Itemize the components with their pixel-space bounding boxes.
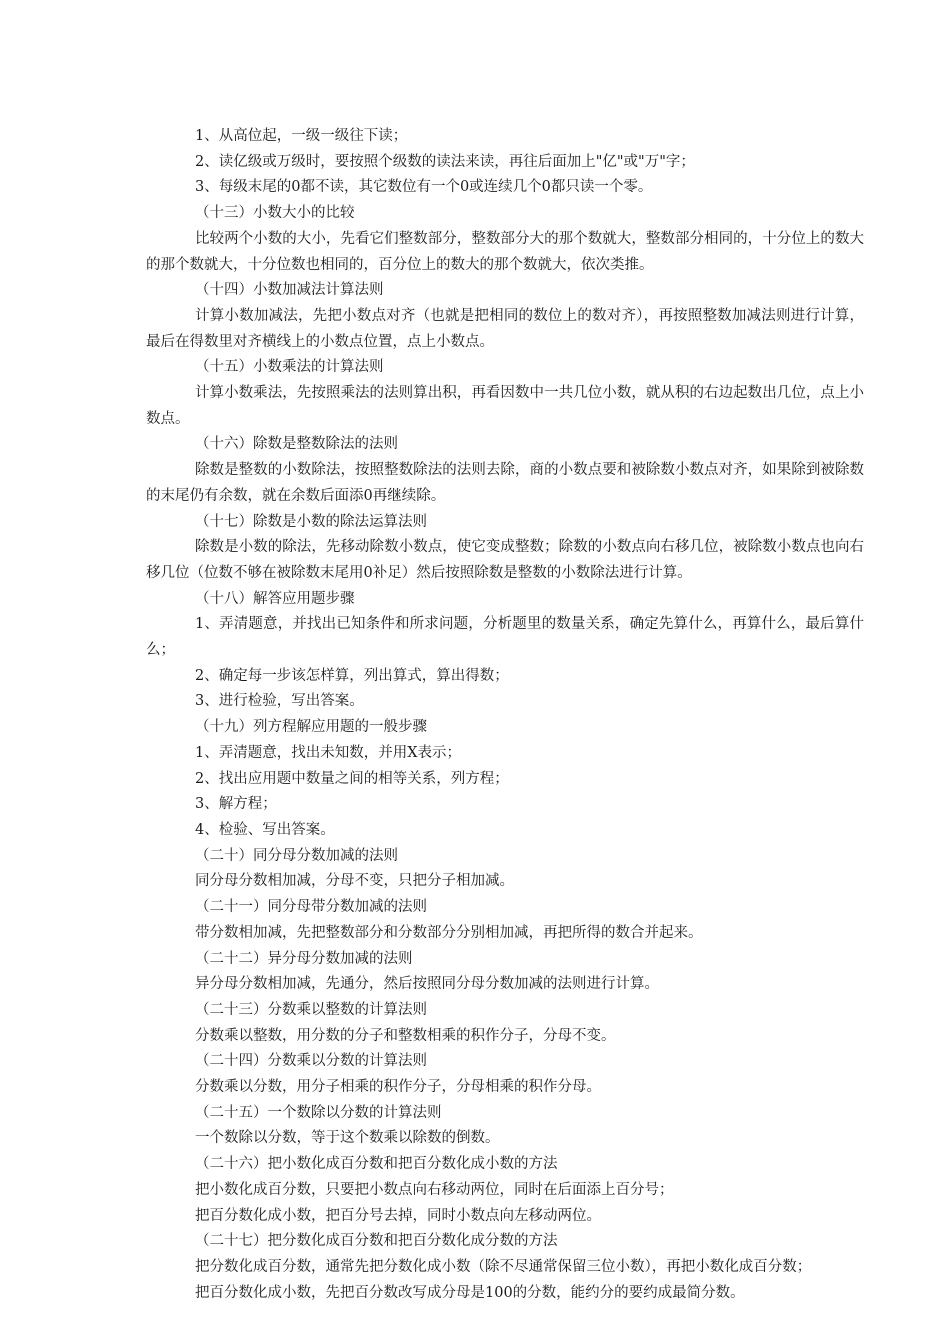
section-heading: （二十七）把分数化成百分数和把百分数化成分数的方法 bbox=[195, 1233, 558, 1250]
paragraph: 一个数除以分数，等于这个数乘以除数的倒数。 bbox=[195, 1130, 500, 1147]
paragraph: 3、进行检验，写出答案。 bbox=[195, 693, 364, 710]
paragraph: 2、找出应用题中数量之间的相等关系，列方程； bbox=[195, 770, 509, 787]
paragraph: 把百分数化成小数，把百分号去掉，同时小数点向左移动两位。 bbox=[195, 1207, 601, 1224]
paragraph: 2、确定每一步该怎样算，列出算式，算出得数； bbox=[195, 667, 509, 684]
paragraph: 比较两个小数的大小，先看它们整数部分，整数部分大的那个数就大，整数部分相同的，十分位上的数大的那个数就大，十分位数也相同的，百分位上的数大的那个数就大，依次类推。 bbox=[146, 230, 864, 273]
section-heading: （十六）除数是整数除法的法则 bbox=[195, 436, 398, 453]
section-heading: （十四）小数加减法计算法则 bbox=[195, 282, 384, 299]
paragraph: 把小数化成百分数，只要把小数点向右移动两位，同时在后面添上百分号； bbox=[195, 1181, 674, 1198]
paragraph: 3、解方程； bbox=[195, 796, 277, 813]
paragraph: 异分母分数相加减，先通分，然后按照同分母分数加减的法则进行计算。 bbox=[195, 976, 659, 993]
section-heading: （二十六）把小数化成百分数和把百分数化成小数的方法 bbox=[195, 1156, 558, 1173]
paragraph: 把百分数化成小数，先把百分数改写成分母是100的分数，能约分的要约成最简分数。 bbox=[195, 1284, 745, 1301]
paragraph: 同分母分数相加减，分母不变，只把分子相加减。 bbox=[195, 873, 514, 890]
paragraph: 计算小数加减法，先把小数点对齐（也就是把相同的数位上的数对齐），再按照整数加减法则进行计算，最后在得数里对齐横线上的小数点位置，点上小数点。 bbox=[146, 307, 864, 350]
section-heading: （十三）小数大小的比较 bbox=[195, 205, 355, 222]
section-heading: （二十二）异分母分数加减的法则 bbox=[195, 950, 413, 967]
paragraph: 分数乘以分数，用分子相乘的积作分子，分母相乘的积作分母。 bbox=[195, 1079, 601, 1096]
paragraph: 1、弄清题意，找出未知数，并用X表示； bbox=[195, 744, 462, 761]
section-heading: （十五）小数乘法的计算法则 bbox=[195, 359, 384, 376]
section-heading: （二十三）分数乘以整数的计算法则 bbox=[195, 1001, 427, 1018]
paragraph: 除数是小数的除法，先移动除数小数点，使它变成整数；除数的小数点向右移几位，被除数小数点也向右移几位（位数不够在被除数末尾用0补足）然后按照除数是整数的小数除法进行计算。 bbox=[146, 539, 864, 581]
paragraph: 除数是整数的小数除法，按照整数除法的法则去除，商的小数点要和被除数小数点对齐，如果除到被除数的末尾仍有余数，就在余数后面添0再继续除。 bbox=[146, 462, 864, 504]
paragraph: 1、从高位起，一级一级往下读； bbox=[195, 128, 408, 144]
section-heading: （二十一）同分母带分数加减的法则 bbox=[195, 899, 427, 916]
paragraph: 带分数相加减，先把整数部分和分数部分分别相加减，再把所得的数合并起来。 bbox=[195, 924, 703, 941]
section-heading: （二十）同分母分数加减的法则 bbox=[195, 847, 398, 864]
paragraph: 把分数化成百分数，通常先把分数化成小数（除不尽通常保留三位小数），再把小数化成百分数； bbox=[195, 1258, 812, 1275]
section-heading: （二十四）分数乘以分数的计算法则 bbox=[195, 1053, 427, 1070]
paragraph: 4、检验、写出答案。 bbox=[195, 821, 335, 838]
section-heading: （十九）列方程解应用题的一般步骤 bbox=[195, 719, 427, 736]
section-heading: （十七）除数是小数的除法运算法则 bbox=[195, 513, 427, 530]
section-heading: （二十五）一个数除以分数的计算法则 bbox=[195, 1104, 442, 1121]
paragraph: 2、读亿级或万级时，要按照个级数的读法来读，再往后面加上"亿"或"万"字； bbox=[195, 153, 695, 170]
paragraph: 1、弄清题意，并找出已知条件和所求问题，分析题里的数量关系，确定先算什么，再算什么，最后算什么； bbox=[146, 616, 864, 659]
paragraph: 分数乘以整数，用分数的分子和整数相乘的积作分子，分母不变。 bbox=[195, 1027, 616, 1044]
section-heading: （十八）解答应用题步骤 bbox=[195, 590, 355, 607]
paragraph: 计算小数乘法，先按照乘法的法则算出积，再看因数中一共几位小数，就从积的右边起数出几位，点上小数点。 bbox=[146, 385, 864, 427]
document-body bbox=[146, 124, 864, 1306]
paragraph: 3、每级末尾的0都不读，其它数位有一个0或连续几个0都只读一个零。 bbox=[195, 179, 653, 196]
